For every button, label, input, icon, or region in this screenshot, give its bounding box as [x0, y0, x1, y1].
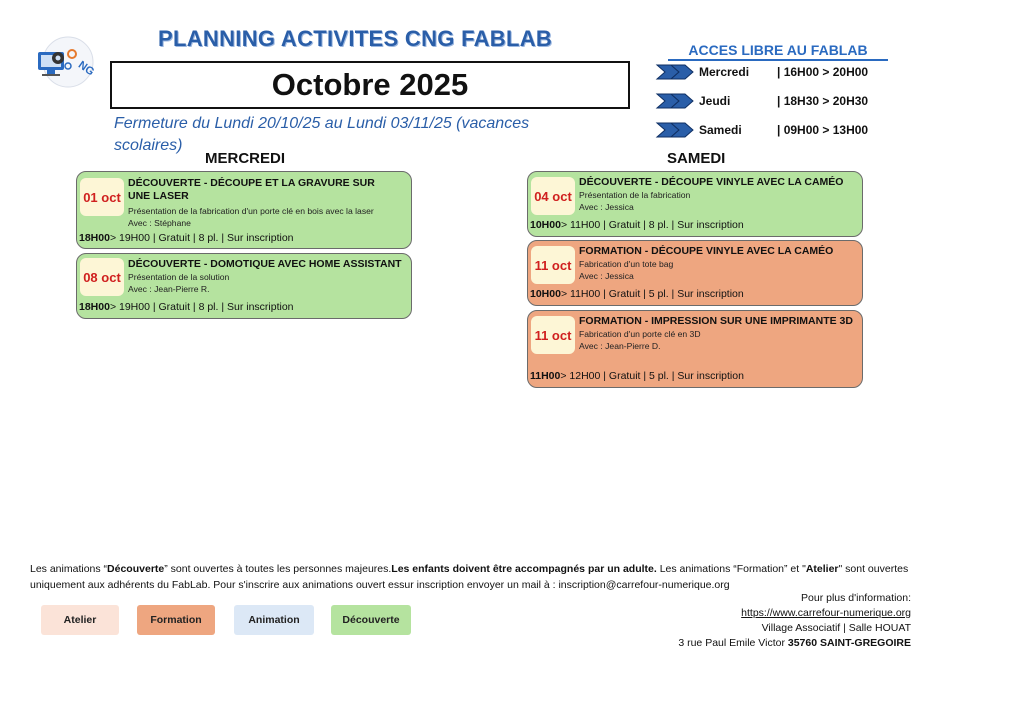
event-host: Avec : Jessica	[579, 271, 634, 281]
access-row-saturday	[655, 122, 895, 140]
column-header-wednesday: MERCREDI	[205, 150, 286, 167]
access-day: Jeudi	[699, 94, 731, 108]
month-title: Octobre 2025	[110, 61, 630, 109]
closure-notice: Fermeture du Lundi 20/10/25 au Lundi 03/11/25 (vacances scolaires)	[114, 115, 530, 154]
event-card[interactable]	[76, 253, 412, 319]
legend-formation: Formation	[137, 605, 215, 635]
event-title: FORMATION - IMPRESSION SUR UNE IMPRIMANTE 3D	[579, 315, 853, 327]
event-start: 10H00	[530, 288, 561, 300]
event-host: Avec : Jessica	[579, 202, 634, 212]
event-start: 18H00	[79, 232, 110, 244]
event-schedule	[530, 219, 744, 231]
event-description: Fabrication d'un porte clé en 3D	[579, 329, 701, 339]
event-description: Présentation de la solution	[128, 272, 230, 282]
event-host: Avec : Jean-Pierre D.	[579, 341, 661, 351]
info-city	[678, 637, 911, 649]
event-details: > 11H00 | Gratuit | 5 pl. | Sur inscription	[560, 288, 744, 300]
access-row-wednesday	[655, 64, 895, 82]
event-details: > 11H00 | Gratuit | 8 pl. | Sur inscription	[560, 219, 744, 231]
event-host: Avec : Jean-Pierre R.	[128, 284, 210, 294]
event-date: 11 oct	[531, 246, 575, 284]
event-details: > 12H00 | Gratuit | 5 pl. | Sur inscription	[560, 370, 744, 382]
event-schedule	[530, 288, 744, 300]
event-schedule	[79, 301, 294, 313]
cng-logo	[32, 36, 104, 88]
info-postcode: 35760 SAINT-GREGOIRE	[787, 637, 911, 649]
note-text: Les animations “	[30, 563, 108, 575]
access-time: | 09H00 > 13H00	[777, 123, 869, 137]
svg-text:NG: NG	[75, 59, 97, 79]
footer-note	[30, 561, 930, 593]
event-start: 18H00	[79, 301, 110, 313]
legend-atelier: Atelier	[41, 605, 119, 635]
event-title: DÉCOUVERTE - DÉCOUPE VINYLE AVEC LA CAMÉO	[579, 176, 844, 188]
event-details: > 19H00 | Gratuit | 8 pl. | Sur inscription	[109, 301, 294, 313]
event-title: DÉCOUVERTE - DÉCOUPE ET LA GRAVURE SUR UNE LASER	[128, 177, 375, 202]
access-day: Samedi	[699, 123, 742, 137]
column-header-saturday: SAMEDI	[667, 150, 726, 167]
double-arrow-icon	[655, 64, 695, 80]
access-time: | 18H30 > 20H30	[777, 94, 869, 108]
note-bold: Les enfants doivent être accompagnés par un adulte.	[391, 563, 657, 575]
event-date: 11 oct	[531, 316, 575, 354]
access-title: ACCES LIBRE AU FABLAB	[668, 42, 888, 61]
event-start: 10H00	[530, 219, 561, 231]
event-description: Fabrication d'un tote bag	[579, 259, 674, 269]
event-host: Avec : Stéphane	[128, 218, 191, 228]
note-text: ” sont ouvertes à toutes les personnes majeures.	[164, 563, 392, 575]
event-date: 04 oct	[531, 177, 575, 215]
note-bold: Découverte	[107, 563, 165, 575]
event-title: DÉCOUVERTE - DOMOTIQUE AVEC HOME ASSISTANT	[128, 258, 402, 270]
event-description: Présentation de la fabrication d'un porte clé en bois avec la laser	[128, 206, 374, 216]
event-date: 08 oct	[80, 258, 124, 296]
access-row-thursday	[655, 93, 895, 111]
info-street: 3 rue Paul Emile Victor	[678, 637, 788, 649]
event-card[interactable]	[527, 240, 863, 306]
note-text: " sont ouvertes uniquement aux adhérents du FabLab. Pour s'inscrire aux animations ouvert essur inscription envoyer un mail à : inscription@carrefour-numerique.org	[30, 563, 909, 591]
legend-decouverte: Découverte	[331, 605, 411, 635]
page-title: PLANNING ACTIVITES CNG FABLAB	[158, 26, 553, 51]
double-arrow-icon	[655, 122, 695, 138]
note-text: Les animations “Formation” et "	[656, 563, 806, 575]
event-date: 01 oct	[80, 178, 124, 216]
event-card[interactable]	[527, 310, 863, 388]
double-arrow-icon	[655, 93, 695, 109]
legend-animation: Animation	[234, 605, 314, 635]
info-address: Village Associatif | Salle HOUAT	[761, 622, 911, 634]
event-details: > 19H00 | Gratuit | 8 pl. | Sur inscription	[109, 232, 294, 244]
access-time: | 16H00 > 20H00	[777, 65, 869, 79]
event-schedule	[530, 370, 744, 382]
event-title: FORMATION - DÉCOUPE VINYLE AVEC LA CAMÉO	[579, 245, 834, 257]
event-schedule	[79, 232, 294, 244]
event-description: Présentation de la fabrication	[579, 190, 691, 200]
event-start: 11H00	[530, 370, 561, 382]
event-card[interactable]	[76, 171, 412, 249]
event-card[interactable]	[527, 171, 863, 237]
info-label: Pour plus d'information:	[801, 592, 911, 604]
note-bold: Atelier	[805, 563, 839, 575]
website-link[interactable]: https://www.carrefour-numerique.org	[741, 607, 911, 619]
access-day: Mercredi	[699, 65, 750, 79]
